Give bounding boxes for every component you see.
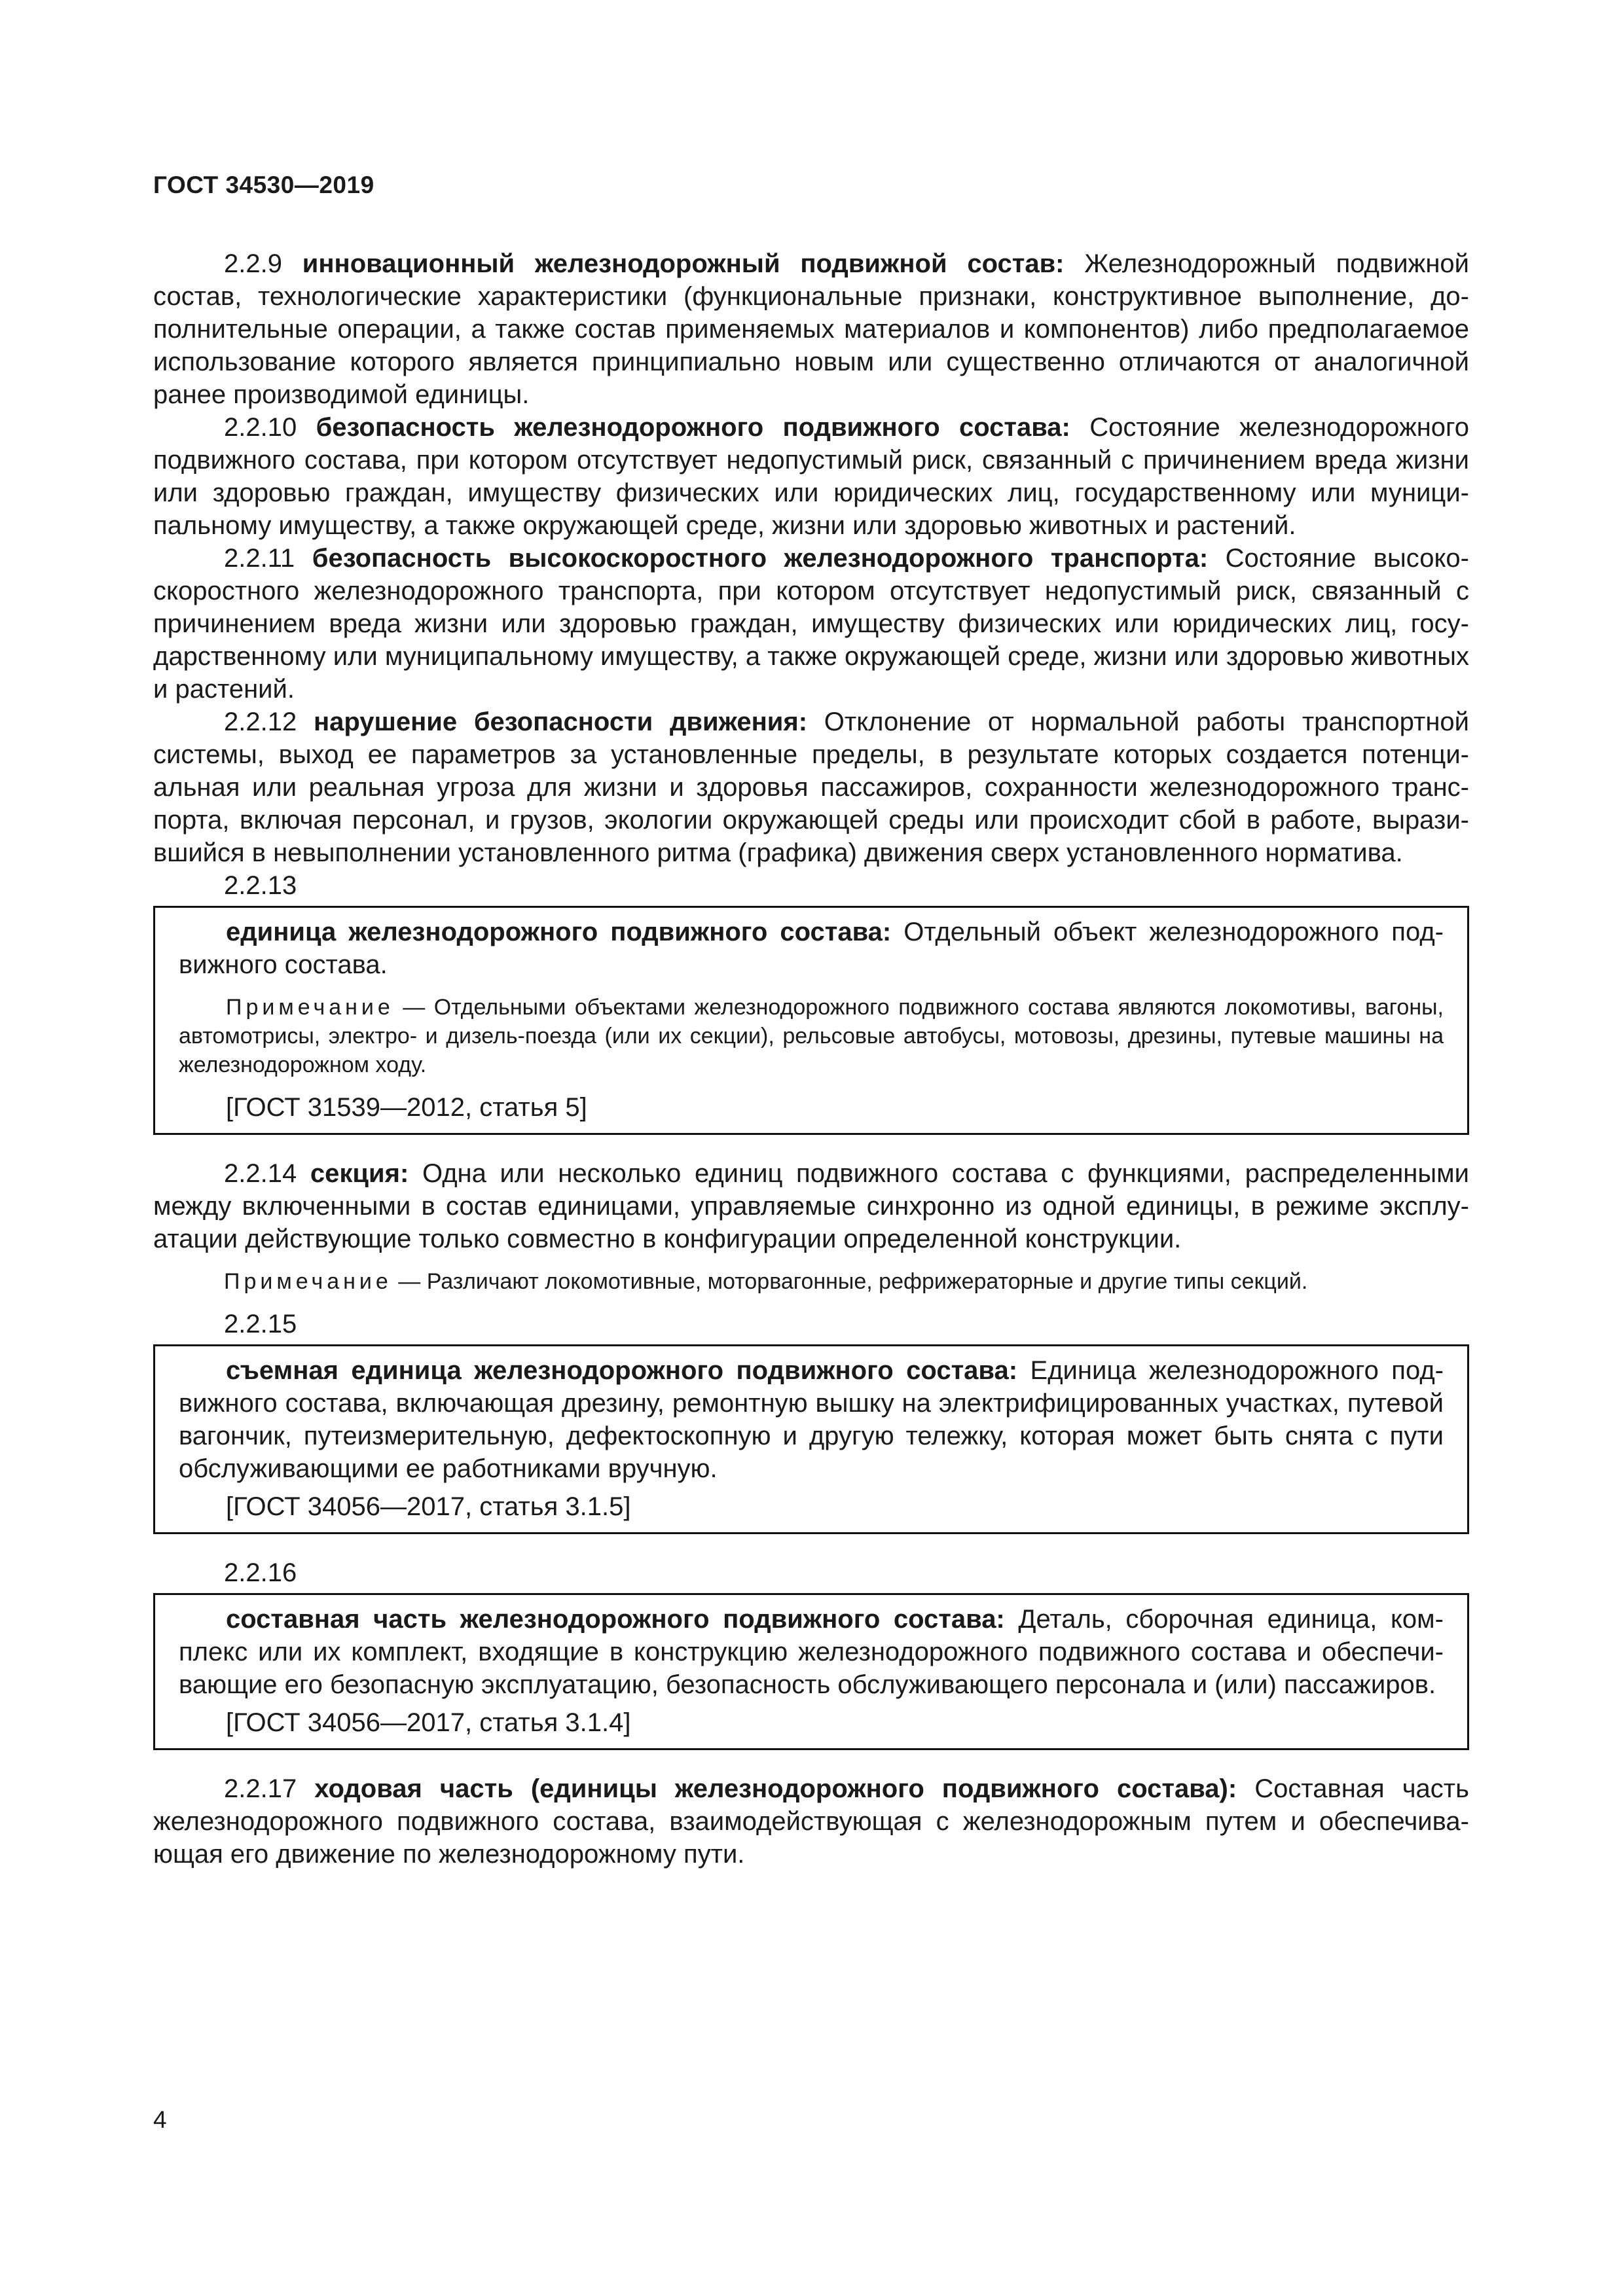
standard-header: ГОСТ 34530—2019 [153, 171, 374, 198]
term-number: 2.2.17 [224, 1774, 297, 1803]
boxed-term-entry [179, 916, 1444, 981]
term-note [179, 993, 1444, 1079]
term-definition: Деталь, сборочная единица, комплекс или их комплект, входящие в конструкцию железнодорожного подвижного состава и обеспечивающие его безопасную эксплуатацию, безопасность обслуживающего персонала и (или) пассажиров. [179, 1605, 1444, 1699]
term-definition: Одна или несколько единиц подвижного состава с функциями, распределенными между включенными в состав единицами, управляемые синхронно из одной единицы, в режиме эксплуатации действующие только совместно в конфигурации определенной конструкции. [153, 1159, 1469, 1253]
term-title: безопасность железнодорожного подвижного состава: [316, 413, 1070, 442]
boxed-term-entry [179, 1603, 1444, 1701]
term-entry-2-2-10 [153, 411, 1469, 542]
term-title: составная часть железнодорожного подвижного состава: [226, 1605, 1005, 1634]
term-definition: Единица железнодорожного подвижного состава, включающая дрезину, ремонтную вышку на электрифицированных участках, путевой вагончик, путеизмерительную, дефектоскопную и другую тележку, которая может быть снята с пути обслуживающими ее работниками вручную. [179, 1356, 1444, 1483]
note-label: Примечание [226, 995, 394, 1020]
term-number: 2.2.11 [224, 544, 295, 573]
term-number: 2.2.12 [224, 708, 297, 736]
term-title: съемная единица железнодорожного подвижного состава: [226, 1356, 1018, 1385]
term-reference: [ГОСТ 34056—2017, статья 3.1.4] [226, 1708, 631, 1737]
term-number-2-2-15: 2.2.15 [224, 1310, 297, 1338]
term-reference: [ГОСТ 34056—2017, статья 3.1.5] [226, 1492, 631, 1521]
term-box-2-2-13 [153, 906, 1469, 1135]
term-definition: Состояние железнодорожного подвижного состава, при котором отсутствует недопустимый риск, связанный с причинением вреда жизни или здоровью граждан, имуществу физических или юридических лиц, государственному или муниципальному имуществу, а также окружающей среде, жизни или здоровью животных и растений. [153, 413, 1469, 540]
note-text: — Отдельными объектами железнодорожного подвижного состава являются локомотивы, вагоны, автомотрисы, электро- и дизель-поезда (или их секции), рельсовые автобусы, мотовозы, дрезины, путевые машины на железнодорожном ходу. [179, 995, 1444, 1077]
term-entry-2-2-9 [153, 247, 1469, 411]
terms-section [153, 247, 1469, 1871]
term-box-2-2-15 [153, 1344, 1469, 1534]
term-title: инновационный железнодорожный подвижной состав: [302, 249, 1065, 278]
term-number-2-2-16: 2.2.16 [224, 1558, 297, 1587]
term-definition: Отклонение от нормальной работы транспортной системы, выход ее параметров за установленные пределы, в результате которых создается потенциальная или реальная угроза для жизни и здоровья пассажиров, сохранности железнодорожного транспорта, включая персонал, и грузов, экологии окружающей среды или происходит сбой в работе, выразившийся в невыполнении установленного ритма (графика) движения сверх установленного норматива. [153, 708, 1469, 867]
term-entry-2-2-17 [153, 1772, 1469, 1871]
term-number: 2.2.9 [224, 249, 282, 278]
term-title: ходовая часть (единицы железнодорожного подвижного состава): [314, 1774, 1237, 1803]
term-entry-2-2-14 [153, 1157, 1469, 1255]
term-number: 2.2.10 [224, 413, 297, 442]
boxed-term-entry [179, 1354, 1444, 1485]
term-title: безопасность высокоскоростного железнодорожного транспорта: [312, 544, 1209, 573]
term-title: единица железнодорожного подвижного состава: [226, 918, 892, 946]
term-box-2-2-16 [153, 1593, 1469, 1750]
term-definition: Состояние высокоскоростного железнодорожного транспорта, при котором отсутствует недопустимый риск, связанный с причинением вреда жизни или здоровью граждан, имуществу физических или юридических лиц, государственному или муниципальному имуществу, а также окружающей среде, жизни или здоровью животных и растений. [153, 544, 1469, 704]
term-number: 2.2.14 [224, 1159, 297, 1188]
page-number: 4 [153, 2106, 167, 2133]
term-entry-2-2-11 [153, 542, 1469, 706]
term-number-2-2-13: 2.2.13 [224, 871, 297, 900]
note-label: Примечание [224, 1269, 392, 1294]
note-text: — Различают локомотивные, моторвагонные, рефрижераторные и другие типы секций. [392, 1269, 1308, 1294]
term-definition: Отдельный объект железнодорожного подвижного состава. [179, 918, 1444, 979]
term-note [153, 1267, 1469, 1296]
term-entry-2-2-12 [153, 706, 1469, 869]
term-reference: [ГОСТ 31539—2012, статья 5] [226, 1093, 587, 1122]
term-title: секция: [310, 1159, 409, 1188]
term-definition: Составная часть железнодорожного подвижного состава, взаимодействующая с железнодорожным путем и обеспечивающая его движение по железнодорожному пути. [153, 1774, 1469, 1869]
term-title: нарушение безопасности движения: [313, 708, 808, 736]
term-definition: Железнодорожный подвижной состав, технологические характеристики (функциональные признаки, конструктивное выполнение, дополнительные операции, а также состав применяемых материалов и компонентов) либо предполагаемое использование которого является принципиально новым или существенно отличаются от аналогичной ранее производимой единицы. [153, 249, 1469, 409]
